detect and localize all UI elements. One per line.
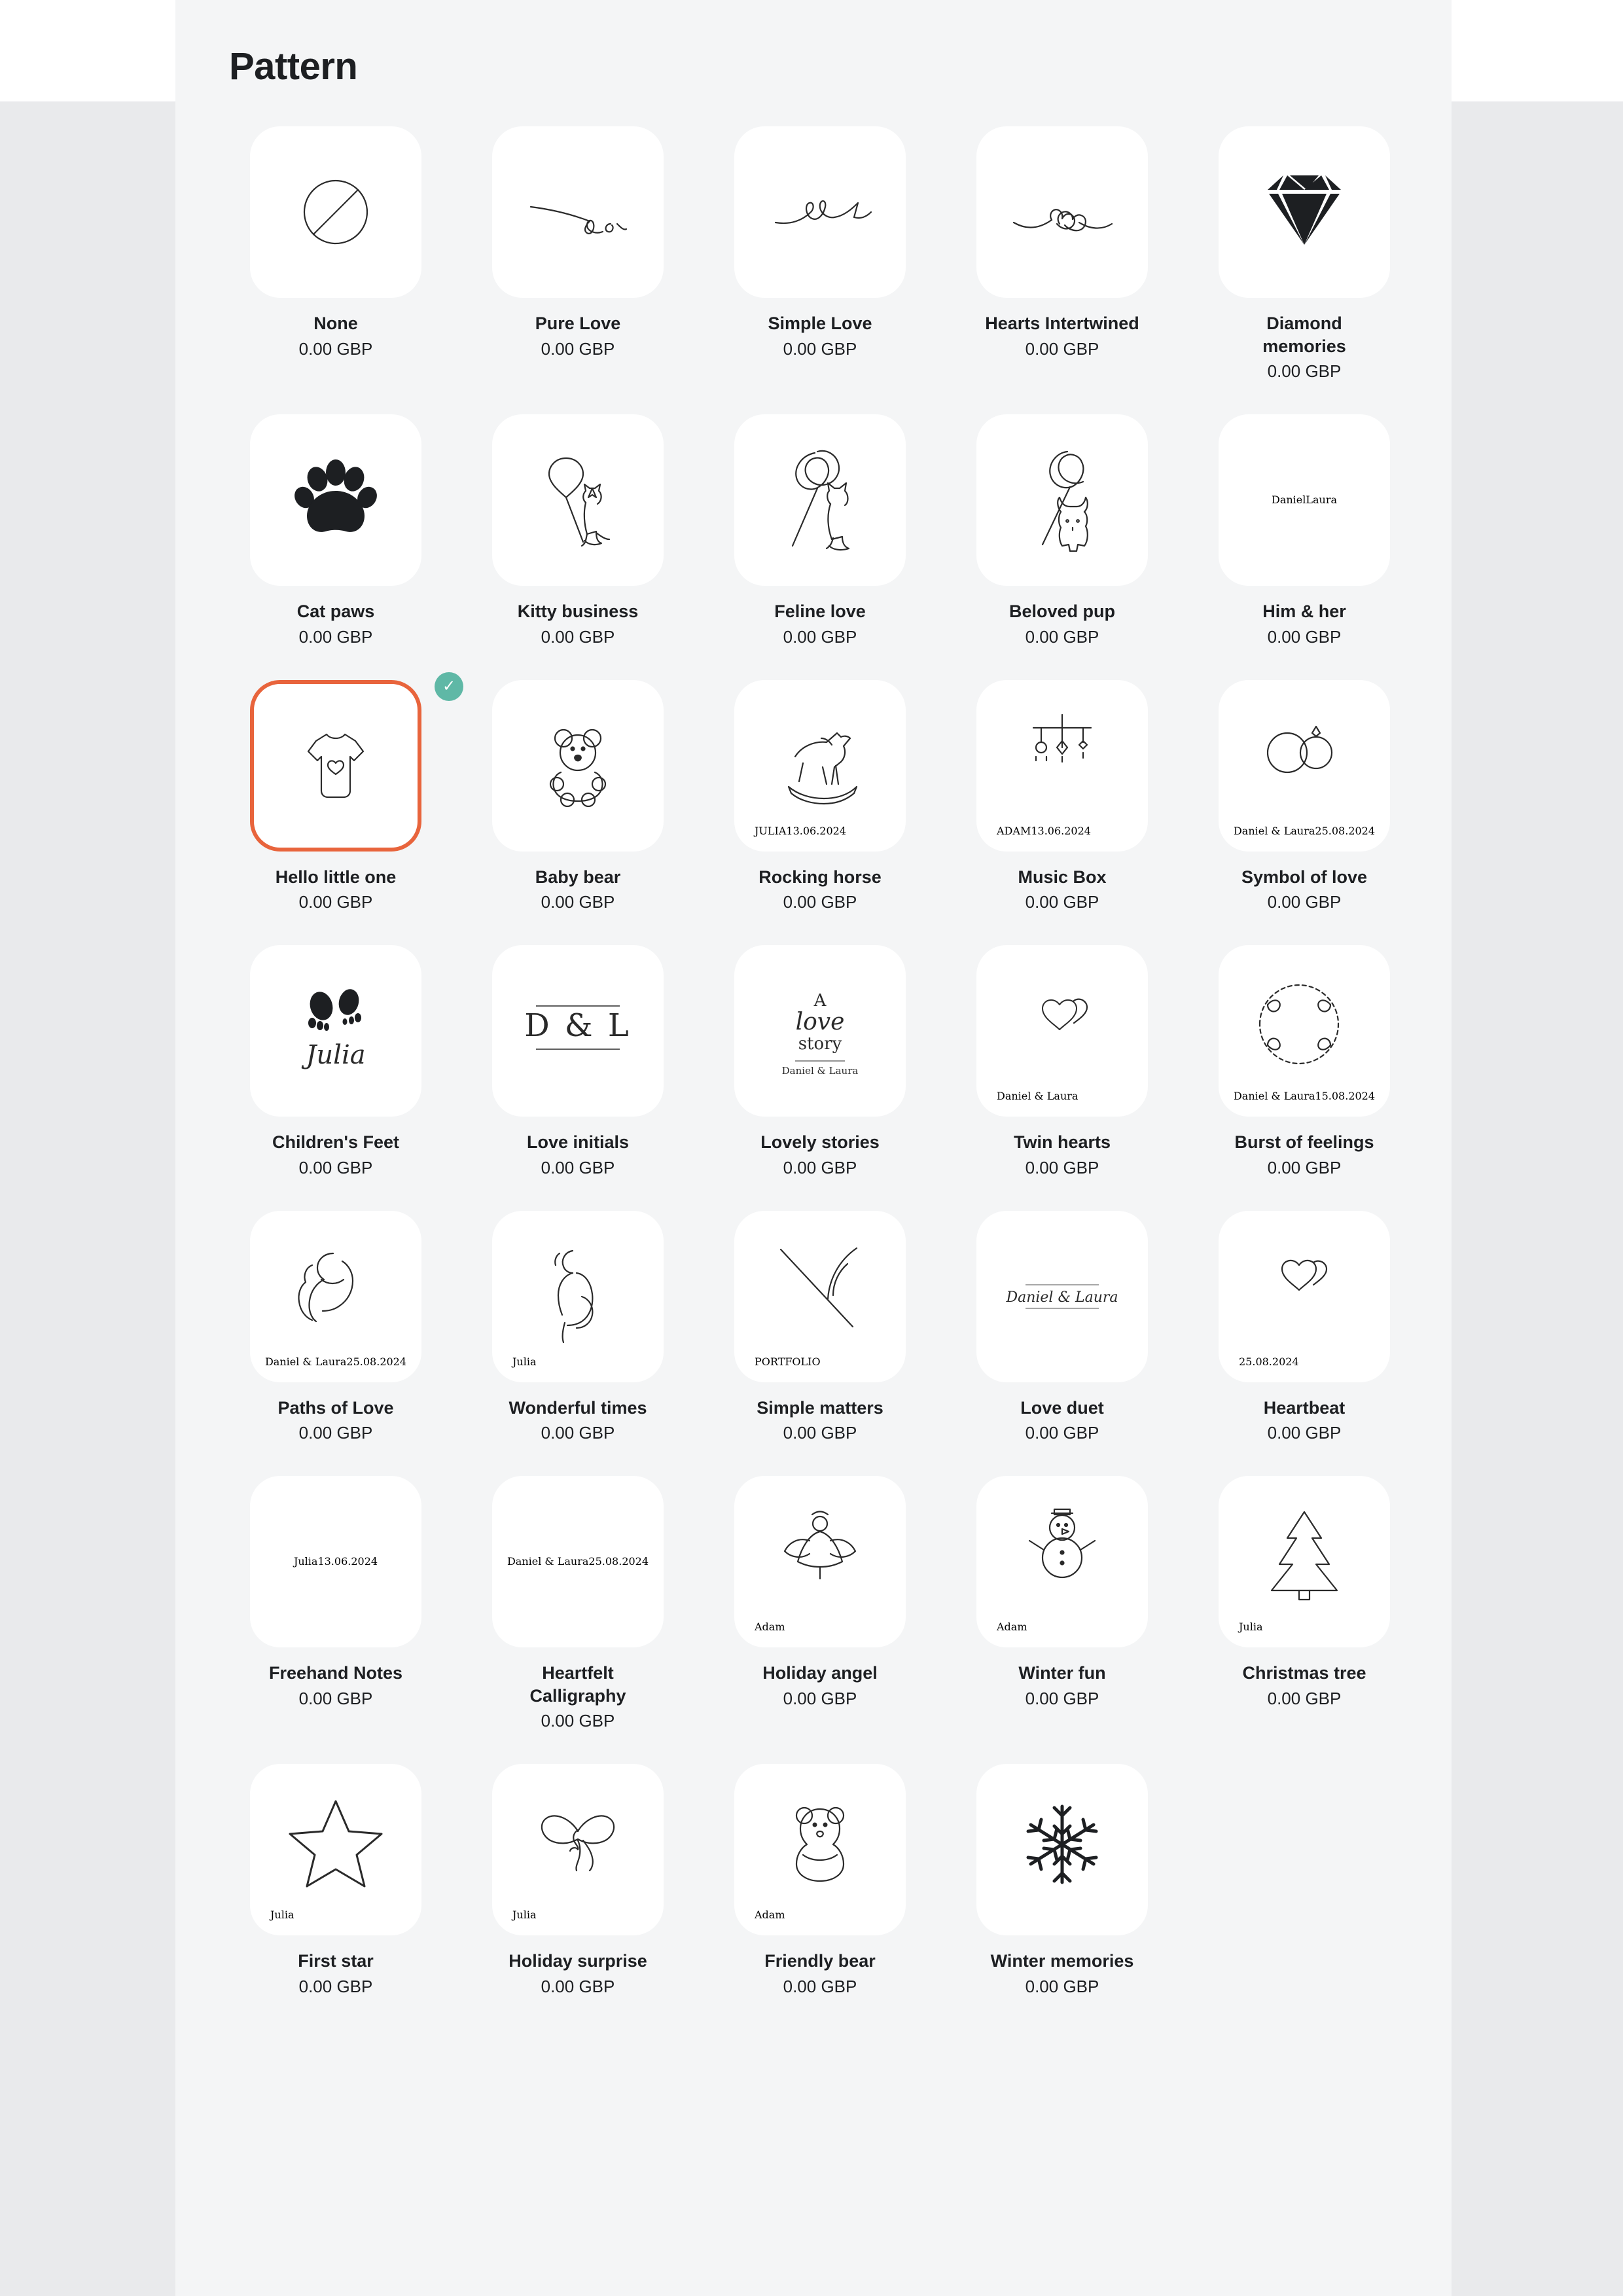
- pattern-price: 0.00 GBP: [298, 1976, 373, 1996]
- initials-monogram-icon: [512, 965, 643, 1096]
- pattern-thumbnail[interactable]: [976, 126, 1148, 298]
- pattern-thumbnail[interactable]: [492, 1211, 664, 1382]
- script-love-wave-icon: [755, 147, 885, 278]
- pattern-name: Feline love: [774, 601, 866, 622]
- pattern-name: Heartbeat: [1263, 1397, 1346, 1418]
- pattern-name: Twin hearts: [1013, 1132, 1111, 1153]
- pattern-thumbnail[interactable]: [250, 414, 421, 586]
- svg-text:love: love: [795, 1009, 845, 1036]
- pattern-name: Holiday angel: [762, 1663, 878, 1683]
- abstract-lines-icon: PORTFOLIO: [755, 1225, 885, 1369]
- pattern-option[interactable]: [457, 1764, 699, 1997]
- pattern-thumbnail[interactable]: [250, 945, 421, 1117]
- baby-onesie-icon: [270, 700, 401, 831]
- pattern-thumbnail[interactable]: [734, 414, 906, 586]
- pattern-name: Diamond memories: [1262, 314, 1346, 356]
- pattern-name: Holiday surprise: [508, 1951, 647, 1971]
- pattern-thumbnail[interactable]: [492, 945, 664, 1117]
- pattern-thumbnail[interactable]: [976, 1211, 1148, 1382]
- pattern-thumbnail[interactable]: [1219, 1211, 1390, 1382]
- pattern-price: 0.00 GBP: [1267, 1157, 1342, 1177]
- pattern-option[interactable]: [215, 677, 457, 913]
- pattern-option[interactable]: [941, 1764, 1183, 1997]
- pattern-option[interactable]: [699, 126, 941, 382]
- pattern-option[interactable]: [457, 1476, 699, 1731]
- pregnant-woman-icon: Julia: [512, 1225, 643, 1369]
- pattern-option[interactable]: [215, 1764, 457, 1997]
- pattern-thumbnail[interactable]: [1219, 414, 1390, 586]
- rocking-horse-icon: JULIA13.06.2024: [755, 694, 885, 838]
- pattern-option[interactable]: [1183, 945, 1425, 1178]
- pattern-option[interactable]: [215, 1211, 457, 1444]
- wedding-rings-icon: Daniel & Laura25.08.2024: [1234, 694, 1375, 838]
- pattern-option[interactable]: [457, 414, 699, 647]
- pattern-price: 0.00 GBP: [783, 1157, 857, 1177]
- pattern-option[interactable]: [941, 1476, 1183, 1731]
- bear-outline-icon: Adam: [755, 1778, 885, 1922]
- pattern-price: 0.00 GBP: [541, 1711, 615, 1731]
- pattern-option[interactable]: [457, 1211, 699, 1444]
- pattern-name: Him & her: [1262, 601, 1346, 622]
- pattern-name: Love initials: [526, 1132, 630, 1153]
- pattern-option[interactable]: [1183, 680, 1425, 913]
- pattern-price: 0.00 GBP: [1025, 626, 1099, 647]
- pattern-price: 0.00 GBP: [1025, 1976, 1099, 1996]
- pattern-name: Hello little one: [275, 867, 397, 887]
- snowflake-icon: [997, 1784, 1128, 1915]
- two-names-heart-icon: DanielLaura: [1271, 493, 1338, 507]
- pattern-thumbnail[interactable]: [734, 1764, 906, 1935]
- pattern-option[interactable]: [215, 126, 457, 382]
- pattern-option[interactable]: [699, 680, 941, 913]
- pattern-option[interactable]: [1183, 126, 1425, 382]
- baby-mobile-icon: ADAM13.06.2024: [997, 694, 1128, 838]
- hearts-intertwined-icon: [997, 147, 1128, 278]
- pattern-price: 0.00 GBP: [1267, 1688, 1342, 1708]
- pattern-thumbnail[interactable]: [1219, 1476, 1390, 1647]
- pattern-thumbnail[interactable]: [250, 126, 421, 298]
- pattern-thumbnail[interactable]: [1219, 126, 1390, 298]
- pattern-price: 0.00 GBP: [1025, 892, 1099, 912]
- pattern-option[interactable]: [941, 945, 1183, 1178]
- svg-text:Daniel & Laura: Daniel & Laura: [1006, 1289, 1118, 1306]
- svg-text:story: story: [798, 1034, 842, 1054]
- pattern-option[interactable]: [215, 1476, 457, 1731]
- framed-names-icon: [997, 1231, 1128, 1362]
- pattern-price: 0.00 GBP: [541, 338, 615, 359]
- pattern-option[interactable]: [457, 945, 699, 1178]
- pattern-thumbnail[interactable]: [976, 1476, 1148, 1647]
- pattern-thumbnail[interactable]: [734, 1476, 906, 1647]
- pattern-option[interactable]: [941, 414, 1183, 647]
- pattern-name: Kitty business: [517, 601, 639, 622]
- pattern-name: Lovely stories: [760, 1132, 880, 1153]
- pattern-option[interactable]: [1183, 1476, 1425, 1731]
- pattern-price: 0.00 GBP: [541, 1976, 615, 1996]
- twin-hearts-icon: Daniel & Laura: [997, 959, 1128, 1103]
- pattern-thumbnail[interactable]: [976, 680, 1148, 852]
- pattern-price: 0.00 GBP: [1267, 892, 1342, 912]
- check-icon: ✓: [435, 672, 463, 701]
- couple-embrace-icon: Daniel & Laura25.08.2024: [265, 1225, 406, 1369]
- pattern-name: Winter memories: [990, 1951, 1134, 1971]
- pattern-option[interactable]: [699, 1476, 941, 1731]
- pattern-price: 0.00 GBP: [783, 1688, 857, 1708]
- pattern-name: Christmas tree: [1242, 1663, 1366, 1683]
- pattern-name: Music Box: [1018, 867, 1107, 887]
- svg-text:Julia: Julia: [306, 1040, 366, 1071]
- baby-feet-icon: [270, 965, 401, 1096]
- pattern-name: Baby bear: [535, 867, 621, 887]
- pattern-price: 0.00 GBP: [541, 892, 615, 912]
- pattern-price: 0.00 GBP: [1025, 1423, 1099, 1443]
- pattern-name: Friendly bear: [764, 1951, 876, 1971]
- pattern-thumbnail[interactable]: [492, 1476, 664, 1647]
- page-title: Pattern: [229, 45, 358, 88]
- pattern-option[interactable]: [941, 126, 1183, 382]
- pattern-name: Wonderful times: [508, 1397, 647, 1418]
- pattern-price: 0.00 GBP: [1267, 1423, 1342, 1443]
- pattern-thumbnail[interactable]: [976, 945, 1148, 1117]
- ribbon-bow-icon: Julia: [512, 1778, 643, 1922]
- pattern-option[interactable]: [1183, 414, 1425, 647]
- pattern-thumbnail[interactable]: [734, 1211, 906, 1382]
- pattern-price: 0.00 GBP: [783, 338, 857, 359]
- snowman-icon: Adam: [997, 1490, 1128, 1634]
- pattern-price: 0.00 GBP: [541, 626, 615, 647]
- handwritten-name-icon: Julia13.06.2024: [293, 1555, 378, 1568]
- pattern-thumbnail[interactable]: [492, 126, 664, 298]
- pattern-thumbnail[interactable]: [492, 680, 664, 852]
- pattern-option[interactable]: [941, 680, 1183, 913]
- pattern-price: 0.00 GBP: [1267, 626, 1342, 647]
- pattern-option[interactable]: [699, 1211, 941, 1444]
- pattern-thumbnail[interactable]: [734, 945, 906, 1117]
- pattern-option[interactable]: [699, 414, 941, 647]
- pattern-option[interactable]: [1183, 1211, 1425, 1444]
- heartbeat-hearts-icon: 25.08.2024: [1239, 1225, 1370, 1369]
- pattern-price: 0.00 GBP: [298, 626, 373, 647]
- pattern-option[interactable]: [457, 680, 699, 913]
- pattern-name: None: [313, 314, 358, 333]
- pattern-price: 0.00 GBP: [783, 1423, 857, 1443]
- pattern-option[interactable]: [457, 126, 699, 382]
- pattern-name: Beloved pup: [1008, 601, 1115, 622]
- pattern-option[interactable]: [699, 1764, 941, 1997]
- pattern-option[interactable]: [699, 945, 941, 1178]
- cat-with-balloon-icon: [512, 435, 643, 565]
- pattern-name: First star: [298, 1951, 374, 1971]
- pattern-price: 0.00 GBP: [783, 626, 857, 647]
- pattern-name: Hearts Intertwined: [985, 314, 1139, 333]
- angel-icon: Adam: [755, 1490, 885, 1634]
- pattern-name: Freehand Notes: [268, 1663, 403, 1683]
- svg-text:Daniel & Laura: Daniel & Laura: [781, 1065, 859, 1077]
- svg-text:D & L: D & L: [524, 1007, 632, 1045]
- calligraphy-names-icon: Daniel & Laura25.08.2024: [507, 1555, 649, 1568]
- floral-wreath-icon: Daniel & Laura15.08.2024: [1234, 959, 1375, 1103]
- pattern-thumbnail[interactable]: [976, 1764, 1148, 1935]
- star-icon: Julia: [270, 1778, 401, 1922]
- pattern-option[interactable]: [941, 1211, 1183, 1444]
- pattern-thumbnail[interactable]: [976, 414, 1148, 586]
- pattern-name: Rocking horse: [758, 867, 882, 887]
- pattern-thumbnail[interactable]: [492, 414, 664, 586]
- pattern-price: 0.00 GBP: [1025, 338, 1099, 359]
- pattern-name: Paths of Love: [277, 1397, 394, 1418]
- pattern-name: Children's Feet: [272, 1132, 399, 1153]
- pattern-price: 0.00 GBP: [541, 1423, 615, 1443]
- pattern-name: Love duet: [1020, 1397, 1104, 1418]
- pattern-price: 0.00 GBP: [298, 1157, 373, 1177]
- paw-print-icon: [270, 435, 401, 565]
- pattern-thumbnail[interactable]: [1219, 945, 1390, 1117]
- teddy-bear-icon: [512, 700, 643, 831]
- pattern-thumbnail[interactable]: [1219, 680, 1390, 852]
- pattern-thumbnail[interactable]: [250, 1211, 421, 1382]
- pattern-thumbnail[interactable]: [734, 680, 906, 852]
- pattern-thumbnail[interactable]: [492, 1764, 664, 1935]
- pattern-name: Winter fun: [1018, 1663, 1106, 1683]
- pattern-name: Symbol of love: [1241, 867, 1368, 887]
- pattern-option[interactable]: [215, 945, 457, 1178]
- pattern-option[interactable]: [215, 414, 457, 647]
- pattern-price: 0.00 GBP: [298, 1423, 373, 1443]
- pattern-price: 0.00 GBP: [298, 338, 373, 359]
- svg-text:A: A: [813, 991, 827, 1011]
- pattern-name: Simple Love: [768, 314, 872, 333]
- pattern-grid: [215, 126, 1412, 1997]
- pattern-price: 0.00 GBP: [783, 1976, 857, 1996]
- pattern-price: 0.00 GBP: [541, 1157, 615, 1177]
- pattern-name: Pure Love: [535, 314, 621, 333]
- cat-heart-balloon-icon: [755, 435, 885, 565]
- pattern-name: Cat paws: [296, 601, 375, 622]
- pattern-price: 0.00 GBP: [298, 1688, 373, 1708]
- pattern-panel: [175, 0, 1452, 2296]
- diamond-icon: [1239, 147, 1370, 278]
- pattern-thumbnail[interactable]: [250, 1764, 421, 1935]
- none-circle-slash-icon: [270, 147, 401, 278]
- pattern-thumbnail[interactable]: [734, 126, 906, 298]
- pattern-price: 0.00 GBP: [1267, 361, 1342, 382]
- pattern-price: 0.00 GBP: [298, 892, 373, 912]
- pattern-thumbnail[interactable]: [250, 680, 421, 852]
- pattern-name: Heartfelt Calligraphy: [529, 1663, 626, 1706]
- a-love-story-icon: [755, 965, 885, 1096]
- pattern-name: Simple matters: [757, 1397, 883, 1418]
- pattern-name: Burst of feelings: [1234, 1132, 1374, 1153]
- script-love-line-icon: [512, 147, 643, 278]
- pattern-price: 0.00 GBP: [1025, 1157, 1099, 1177]
- pattern-price: 0.00 GBP: [1025, 1688, 1099, 1708]
- dog-heart-balloon-icon: [997, 435, 1128, 565]
- pattern-price: 0.00 GBP: [783, 892, 857, 912]
- pattern-thumbnail[interactable]: [250, 1476, 421, 1647]
- christmas-tree-icon: Julia: [1239, 1490, 1370, 1634]
